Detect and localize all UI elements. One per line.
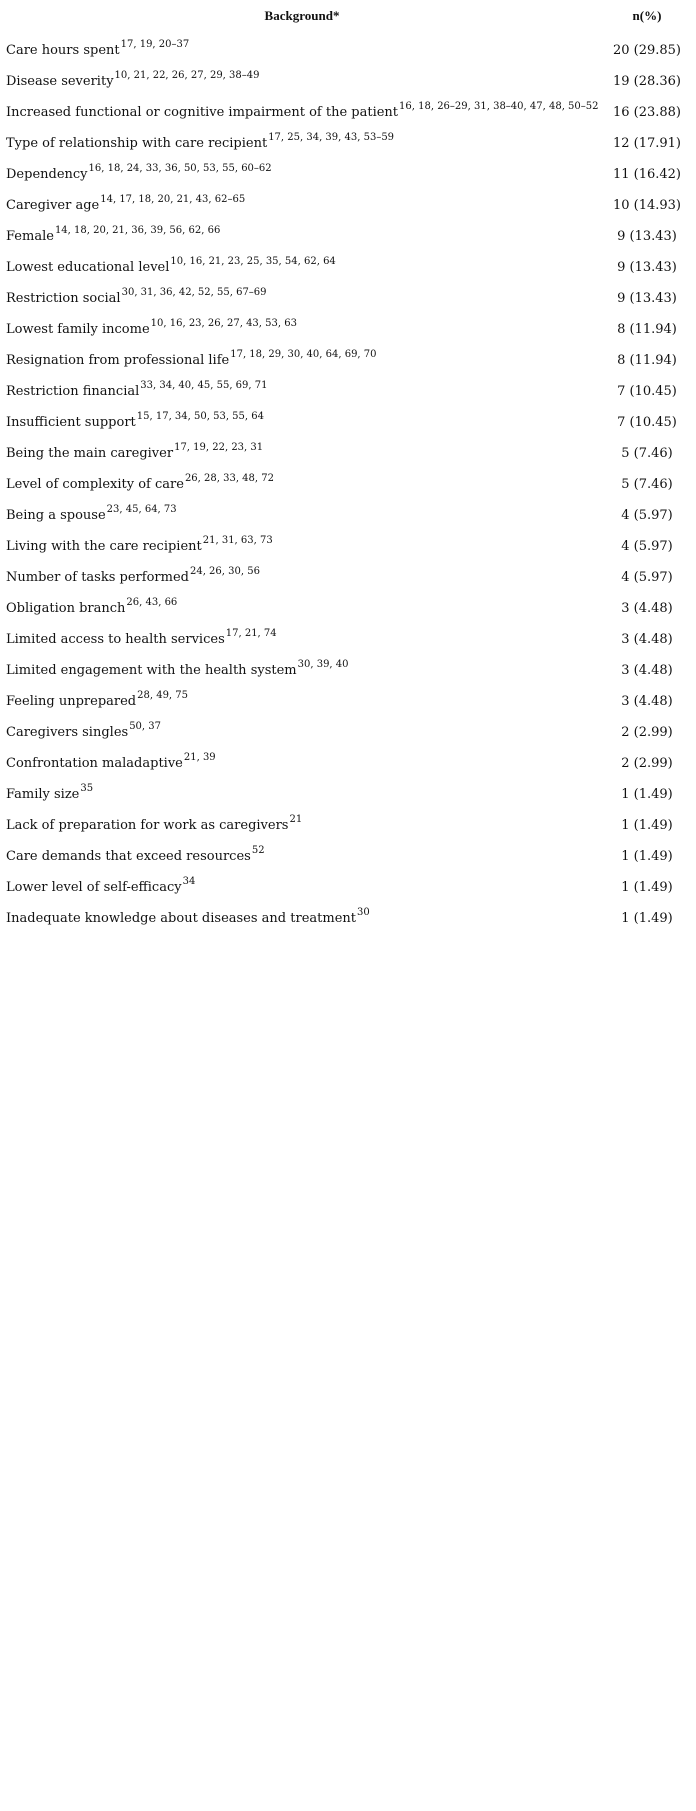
row-label-cell xyxy=(6,280,598,311)
table-row xyxy=(6,528,696,559)
row-label: Limited engagement with the health system xyxy=(6,663,297,678)
row-label-cell xyxy=(6,776,598,807)
row-label-cell xyxy=(6,869,598,900)
row-references: 24, 26, 30, 56 xyxy=(189,565,260,577)
table-row xyxy=(6,590,696,621)
row-references: 14, 18, 20, 21, 36, 39, 56, 62, 66 xyxy=(54,224,221,236)
row-label: Restriction social xyxy=(6,291,121,306)
table-row xyxy=(6,156,696,187)
row-label: Family size xyxy=(6,787,80,802)
row-references: 52 xyxy=(251,844,265,856)
table-row xyxy=(6,280,696,311)
row-references: 35 xyxy=(80,782,94,794)
row-references: 50, 37 xyxy=(129,720,161,732)
row-label: Level of complexity of care xyxy=(6,477,184,492)
table-row xyxy=(6,94,696,125)
row-value: 10 (14.93) xyxy=(612,198,682,213)
table-row xyxy=(6,63,696,94)
row-label-cell xyxy=(6,683,598,714)
table-row xyxy=(6,497,696,528)
table-row xyxy=(6,218,696,249)
row-value: 8 (11.94) xyxy=(617,353,677,368)
row-references: 14, 17, 18, 20, 21, 43, 62–65 xyxy=(100,193,246,205)
row-references: 33, 34, 40, 45, 55, 69, 71 xyxy=(140,379,268,391)
row-label-cell xyxy=(6,32,598,63)
table-row xyxy=(6,776,696,807)
row-label-cell xyxy=(6,342,598,373)
row-label: Lowest educational level xyxy=(6,260,170,275)
table-row xyxy=(6,249,696,280)
row-label: Lower level of self-efficacy xyxy=(6,880,182,895)
table-row xyxy=(6,311,696,342)
row-label-cell xyxy=(6,652,598,683)
row-label-cell xyxy=(6,249,598,280)
row-label-cell xyxy=(6,156,598,187)
row-label-cell xyxy=(6,218,598,249)
header-row xyxy=(6,0,696,32)
row-value: 1 (1.49) xyxy=(621,911,673,926)
row-value: 1 (1.49) xyxy=(621,880,673,895)
row-value: 3 (4.48) xyxy=(621,601,673,616)
table-row xyxy=(6,714,696,745)
row-value: 9 (13.43) xyxy=(617,229,677,244)
row-value: 4 (5.97) xyxy=(621,570,673,585)
row-label-cell xyxy=(6,373,598,404)
row-value: 1 (1.49) xyxy=(621,849,673,864)
row-label: Type of relationship with care recipient xyxy=(6,136,268,151)
table-row xyxy=(6,838,696,869)
row-value: 1 (1.49) xyxy=(621,787,673,802)
row-value: 3 (4.48) xyxy=(621,663,673,678)
row-references: 17, 19, 22, 23, 31 xyxy=(174,441,264,453)
row-value: 3 (4.48) xyxy=(621,694,673,709)
row-references: 30, 39, 40 xyxy=(297,658,349,670)
row-label: Living with the care recipient xyxy=(6,539,202,554)
row-label: Female xyxy=(6,229,54,244)
row-label: Increased functional or cognitive impairment of the patient xyxy=(6,105,399,120)
row-references: 21, 39 xyxy=(183,751,216,763)
row-label: Lack of preparation for work as caregivers xyxy=(6,818,289,833)
row-label-cell xyxy=(6,714,598,745)
table-row xyxy=(6,621,696,652)
row-references: 16, 18, 26–29, 31, 38–40, 47, 48, 50–52 xyxy=(399,100,599,112)
row-label-cell xyxy=(6,807,598,838)
row-value: 4 (5.97) xyxy=(621,508,673,523)
table-body xyxy=(6,32,696,931)
row-value: 1 (1.49) xyxy=(621,818,673,833)
background-factors-table xyxy=(6,0,696,931)
row-label-cell xyxy=(6,745,598,776)
row-label-cell xyxy=(6,497,598,528)
row-label: Disease severity xyxy=(6,74,114,89)
table-row xyxy=(6,745,696,776)
row-label-cell xyxy=(6,187,598,218)
row-label-cell xyxy=(6,466,598,497)
row-label: Limited access to health services xyxy=(6,632,225,647)
table-row xyxy=(6,342,696,373)
table-row xyxy=(6,559,696,590)
row-label: Being a spouse xyxy=(6,508,106,523)
table-row xyxy=(6,807,696,838)
row-references: 17, 19, 20–37 xyxy=(120,38,190,50)
row-value: 2 (2.99) xyxy=(621,756,673,771)
header-background: Background* xyxy=(264,8,340,23)
row-label-cell xyxy=(6,900,598,931)
row-value: 5 (7.46) xyxy=(621,446,673,461)
table-row xyxy=(6,435,696,466)
row-value: 4 (5.97) xyxy=(621,539,673,554)
row-label: Lowest family income xyxy=(6,322,150,337)
row-references: 23, 45, 64, 73 xyxy=(106,503,177,515)
row-references: 15, 17, 34, 50, 53, 55, 64 xyxy=(136,410,264,422)
row-references: 17, 25, 34, 39, 43, 53–59 xyxy=(268,131,395,143)
row-references: 21, 31, 63, 73 xyxy=(202,534,273,546)
row-label: Caregivers singles xyxy=(6,725,129,740)
row-label: Resignation from professional life xyxy=(6,353,230,368)
row-value: 2 (2.99) xyxy=(621,725,673,740)
row-value: 3 (4.48) xyxy=(621,632,673,647)
row-value: 20 (29.85) xyxy=(612,43,682,58)
row-value: 8 (11.94) xyxy=(617,322,677,337)
row-value: 16 (23.88) xyxy=(612,105,682,120)
table-row xyxy=(6,125,696,156)
row-label: Inadequate knowledge about diseases and treatment xyxy=(6,911,356,926)
row-label: Confrontation maladaptive xyxy=(6,756,183,771)
row-value: 19 (28.36) xyxy=(612,74,682,89)
table-row xyxy=(6,373,696,404)
row-references: 26, 43, 66 xyxy=(126,596,178,608)
row-references: 30, 31, 36, 42, 52, 55, 67–69 xyxy=(121,286,267,298)
table-row xyxy=(6,466,696,497)
row-label-cell xyxy=(6,559,598,590)
row-references: 26, 28, 33, 48, 72 xyxy=(184,472,274,484)
row-label: Number of tasks performed xyxy=(6,570,189,585)
row-label-cell xyxy=(6,838,598,869)
table-row xyxy=(6,32,696,63)
row-value: 5 (7.46) xyxy=(621,477,673,492)
row-label-cell xyxy=(6,94,598,125)
row-references: 16, 18, 24, 33, 36, 50, 53, 55, 60–62 xyxy=(88,162,272,174)
row-value: 9 (13.43) xyxy=(617,260,677,275)
table-row xyxy=(6,404,696,435)
background-factors-table-container xyxy=(6,0,696,931)
table-header xyxy=(6,0,696,32)
row-references: 10, 21, 22, 26, 27, 29, 38–49 xyxy=(114,69,260,81)
table-row xyxy=(6,652,696,683)
row-references: 21 xyxy=(289,813,303,825)
row-label: Care demands that exceed resources xyxy=(6,849,251,864)
row-label-cell xyxy=(6,621,598,652)
row-label: Insufficient support xyxy=(6,415,136,430)
row-references: 30 xyxy=(356,906,370,918)
row-label: Restriction financial xyxy=(6,384,140,399)
row-label: Dependency xyxy=(6,167,88,182)
row-value: 12 (17.91) xyxy=(612,136,682,151)
row-label: Obligation branch xyxy=(6,601,126,616)
row-label-cell xyxy=(6,125,598,156)
header-n-percent: n(%) xyxy=(632,8,662,23)
row-label-cell xyxy=(6,528,598,559)
row-label: Caregiver age xyxy=(6,198,100,213)
row-label-cell xyxy=(6,311,598,342)
row-references: 10, 16, 23, 26, 27, 43, 53, 63 xyxy=(150,317,297,329)
row-label-cell xyxy=(6,590,598,621)
row-label: Being the main caregiver xyxy=(6,446,174,461)
row-value: 9 (13.43) xyxy=(617,291,677,306)
row-label: Feeling unprepared xyxy=(6,694,137,709)
row-label: Care hours spent xyxy=(6,43,120,58)
table-row xyxy=(6,187,696,218)
row-references: 17, 18, 29, 30, 40, 64, 69, 70 xyxy=(230,348,377,360)
row-references: 17, 21, 74 xyxy=(225,627,277,639)
row-references: 10, 16, 21, 23, 25, 35, 54, 62, 64 xyxy=(170,255,336,267)
row-label-cell xyxy=(6,435,598,466)
row-value: 11 (16.42) xyxy=(612,167,682,182)
row-value: 7 (10.45) xyxy=(617,415,677,430)
row-value: 7 (10.45) xyxy=(617,384,677,399)
table-row xyxy=(6,900,696,931)
row-references: 34 xyxy=(182,875,196,887)
row-label-cell xyxy=(6,404,598,435)
row-references: 28, 49, 75 xyxy=(137,689,189,701)
table-row xyxy=(6,869,696,900)
table-row xyxy=(6,683,696,714)
row-label-cell xyxy=(6,63,598,94)
